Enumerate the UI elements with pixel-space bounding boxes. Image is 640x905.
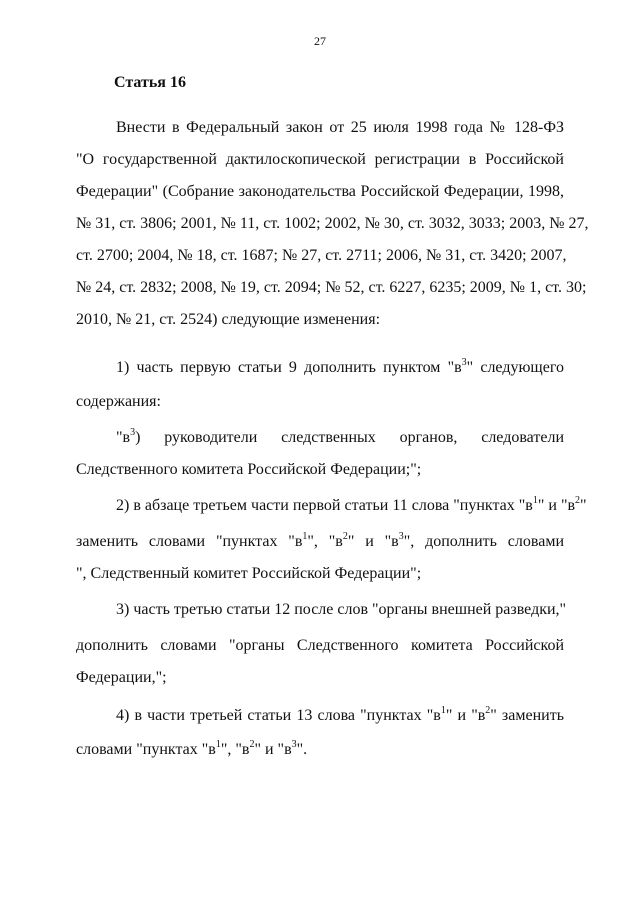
- text-line: "О государственной дактилоскопической регистрации в Российской: [76, 151, 564, 168]
- item-1-quote-line: Следственного комитета Российской Федерации;";: [76, 461, 422, 478]
- article-heading: Статья 16: [114, 74, 186, 91]
- item-3-line: 3) часть третью статьи 12 после слов "органы внешней разведки,": [116, 601, 567, 618]
- item-1-line: содержания:: [76, 393, 161, 410]
- item-2-line: 2) в абзаце третьем части первой статьи 11 слова "пунктах "$в^1$" и "$в^2$": [116, 494, 587, 514]
- text-line: ст. 2700; 2004, № 18, ст. 1687; № 27, ст. 2711; 2006, № 31, ст. 3420; 2007,: [76, 247, 567, 264]
- item-3-line: Федерации,";: [76, 669, 167, 686]
- item-1-quote-line: "$в^3$) руководители следственных органов, следователи: [116, 426, 564, 446]
- text-line: № 24, ст. 2832; 2008, № 19, ст. 2094; № 52, ст. 6227, 6235; 2009, № 1, ст. 30;: [76, 279, 587, 296]
- page-number: 27: [314, 34, 326, 48]
- item-1-line: 1) часть первую статьи 9 дополнить пунктом "$в^3$" следующего: [116, 356, 564, 376]
- text-line: 2010, № 21, ст. 2524) следующие изменения:: [76, 311, 381, 328]
- item-3-line: дополнить словами "органы Следственного комитета Российской: [76, 637, 564, 654]
- text-line: Внести в Федеральный закон от 25 июля 1998 года № 128-ФЗ: [116, 119, 564, 136]
- item-2-line: заменить словами "пунктах "$в^1$", "$в^2$" и "$в^3$", дополнить словами: [76, 530, 565, 550]
- item-4-line: словами "пунктах "$в^1$", "$в^2$" и "$в^3$".: [76, 738, 308, 758]
- text-line: Федерации" (Собрание законодательства Российской Федерации, 1998,: [76, 183, 564, 200]
- text-line: № 31, ст. 3806; 2001, № 11, ст. 1002; 2002, № 30, ст. 3032, 3033; 2003, № 27,: [76, 215, 589, 232]
- item-2-line: ", Следственный комитет Российской Федерации";: [76, 565, 422, 582]
- item-4-line: 4) в части третьей статьи 13 слова "пунктах "$в^1$" и "$в^2$" заменить: [116, 704, 564, 724]
